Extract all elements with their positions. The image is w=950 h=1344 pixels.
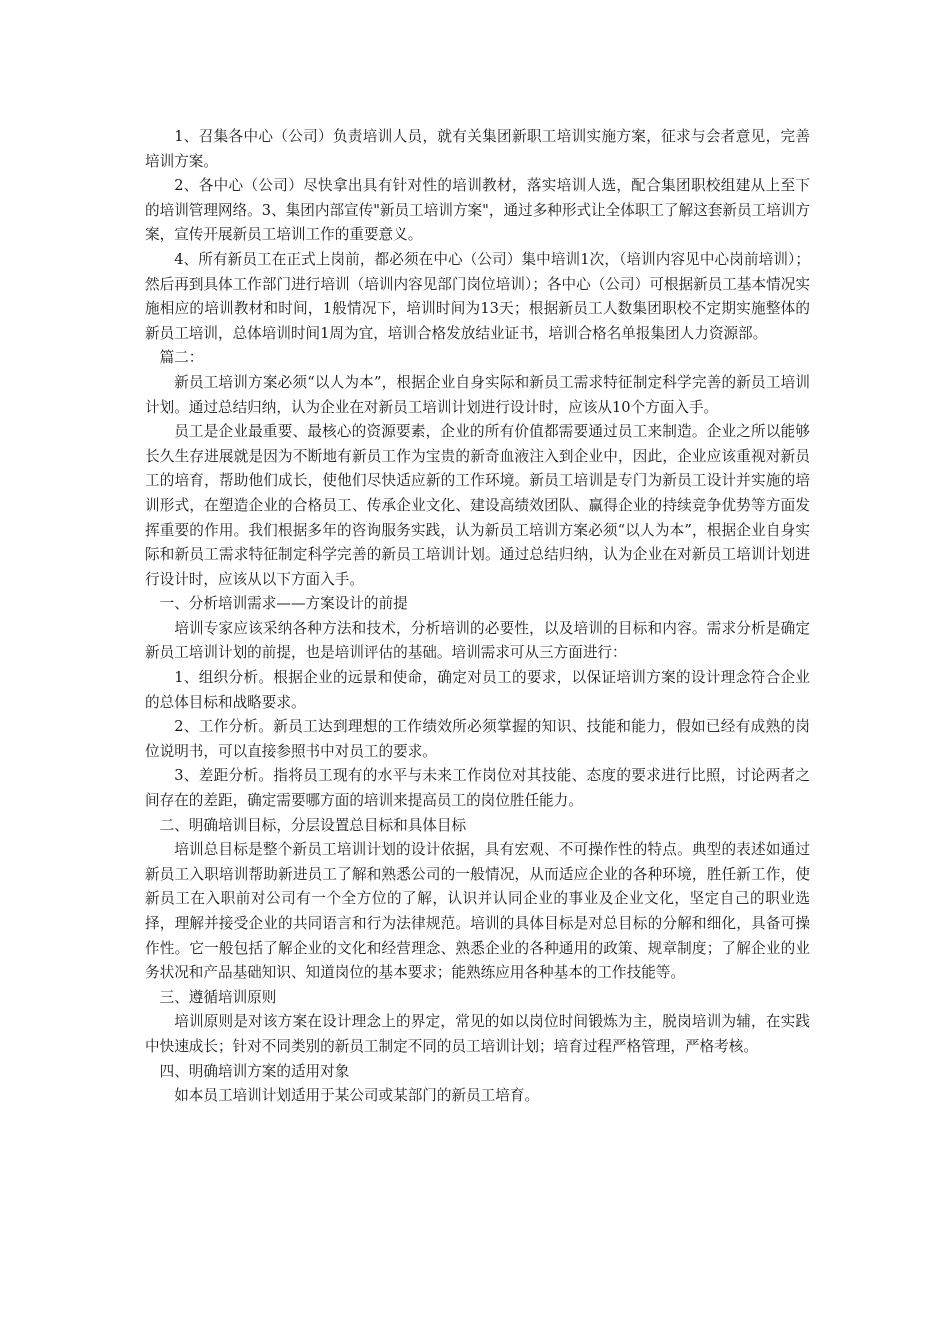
section-heading-analysis: 一、分析培训需求——方案设计的前提 xyxy=(159,595,408,613)
paragraph-item-4: 4、所有新员工在正式上岗前，都必须在中心（公司）集中培训1次，（培训内容见中心岗前培训）；然后再到具体工作部门进行培训（培训内容见部门岗位培训）；各中心（公司）可根据新员工基本情况实施相应的培训教材和时间，1般情况下，培训时间为13天；根据新员工人数集团职校不定期实施整体的新员工培训，总体培训时间1周为宜，培训合格发放结业证书，培训合格名单报集团人力资源部。 xyxy=(145,250,810,342)
paragraph-org-analysis: 1、组织分析。根据企业的远景和使命，确定对员工的要求，以保证培训方案的设计理念符合企业的总体目标和战略要求。 xyxy=(145,669,810,711)
paragraph-principles: 培训原则是对该方案在设计理念上的界定，常见的如以岗位时间锻炼为主，脱岗培训为辅，在实践中快速成长；针对不同类别的新员工制定不同的员工培训计划；培育过程严格管理，严格考核。 xyxy=(145,1013,810,1055)
document-page xyxy=(145,125,810,1109)
section-heading-audience: 四、明确培训方案的适用对象 xyxy=(159,1062,350,1080)
paragraph-goals: 培训总目标是整个新员工培训计划的设计依据，具有宏观、不可操作性的特点。典型的表述如通过新员工入职培训帮助新进员工了解和熟悉公司的一般情况，从而适应企业的各种环境，胜任新工作，使新员工在入职前对公司有一个全方位的了解，认识并认同企业的事业及企业文化，坚定自己的职业选择，理解并接受企业的共同语言和行为法律规范。培训的具体目标是对总目标的分解和细化，具备可操作性。它一般包括了解企业的文化和经营理念、熟悉企业的各种通用的政策、规章制度；了解企业的业务状况和产品基础知识、知道岗位的基本要求；能熟练应用各种基本的工作技能等。 xyxy=(145,841,810,982)
section-heading-part-two: 篇二： xyxy=(159,349,204,367)
paragraph-analysis: 培训专家应该采纳各种方法和技术，分析培训的必要性，以及培训的目标和内容。需求分析是确定新员工培训计划的前提，也是培训评估的基础。培训需求可从三方面进行： xyxy=(145,619,810,662)
paragraph-intro: 新员工培训方案必须“以人为本”，根据企业自身实际和新员工需求特征制定科学完善的新员工培训计划。通过总结归纳，认为企业在对新员工培训计划进行设计时，应该从10个方面入手。 xyxy=(145,373,810,416)
paragraph-audience: 如本员工培训计划适用于某公司或某部门的新员工培育。 xyxy=(174,1087,540,1105)
section-heading-goals: 二、明确培训目标，分层设置总目标和具体目标 xyxy=(159,816,467,834)
paragraph-job-analysis: 2、工作分析。新员工达到理想的工作绩效所必须掌握的知识、技能和能力，假如已经有成熟的岗位说明书，可以直接参照书中对员工的要求。 xyxy=(145,718,810,760)
section-heading-principles: 三、遵循培训原则 xyxy=(159,988,277,1006)
paragraph-item-2: 2、各中心（公司）尽快拿出具有针对性的培训教材，落实培训人选，配合集团职校组建从上至下的培训管理网络。3、集团内部宣传"新员工培训方案"，通过多种形式让全体职工了解这套新员工培训方案，宣传开展新员工培训工作的重要意义。 xyxy=(145,177,810,244)
paragraph-item-1: 1、召集各中心（公司）负责培训人员，就有关集团新职工培训实施方案，征求与会者意见，完善培训方案。 xyxy=(145,128,810,170)
paragraph-gap-analysis: 3、差距分析。指将员工现有的水平与未来工作岗位对其技能、态度的要求进行比照，讨论两者之间存在的差距，确定需要哪方面的培训来提高员工的岗位胜任能力。 xyxy=(145,767,810,810)
paragraph-employees: 员工是企业最重要、最核心的资源要素，企业的所有价值都需要通过员工来制造。企业之所以能够长久生存进展就是因为不断地有新员工作为宝贵的新奇血液注入到企业中，因此，企业应该重视对新员工的培育，帮助他们成长，使他们尽快适应新的工作环境。新员工培训是专门为新员工设计并实施的培训形式，在塑造企业的合格员工、传承企业文化、建设高绩效团队、赢得企业的持续竞争优势等方面发挥重要的作用。我们根据多年的咨询服务实践，认为新员工培训方案必须“以人为本”，根据企业自身实际和新员工需求特征制定科学完善的新员工培训计划。通过总结归纳，认为企业在对新员工培训计划进行设计时，应该从以下方面入手。 xyxy=(145,423,810,588)
